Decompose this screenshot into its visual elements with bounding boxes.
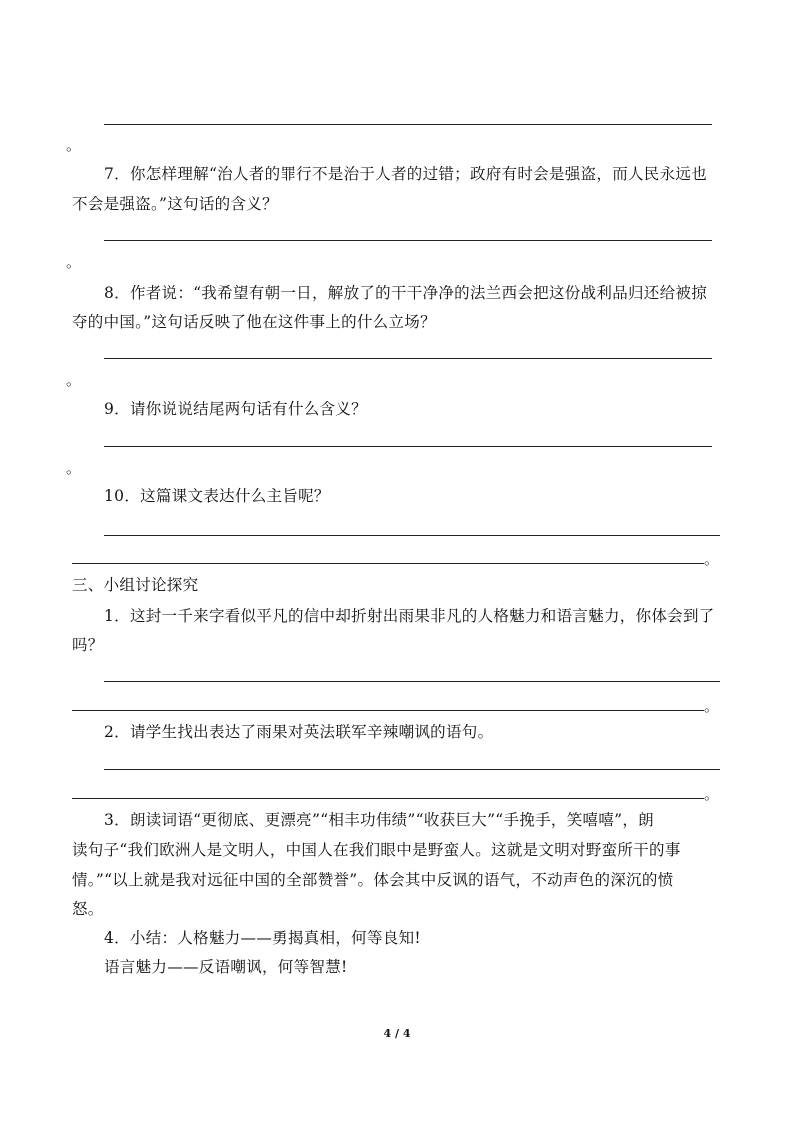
answer-line bbox=[72, 798, 704, 799]
discussion-4-continued: 语言魅力——反语嘲讽，何等智慧! bbox=[104, 958, 348, 976]
answer-end-mark: 。 bbox=[704, 697, 720, 715]
question-7-continued: 不会是强盗。”这句话的含义？ bbox=[72, 195, 278, 213]
answer-line bbox=[104, 124, 712, 125]
discussion-4: 4．小结：人格魅力——勇揭真相，何等良知! bbox=[104, 929, 421, 947]
page-number: 4 / 4 bbox=[383, 1027, 411, 1040]
answer-end-mark: 。 bbox=[66, 253, 82, 271]
discussion-3-continued: 情。”“以上就是我对远征中国的全部赞誉”。体会其中反讽的语气，不动声色的深沉的愤 bbox=[72, 871, 674, 889]
question-8-continued: 夺的中国。”这句话反映了他在这件事上的什么立场？ bbox=[72, 313, 436, 331]
answer-line bbox=[104, 535, 720, 536]
answer-line bbox=[72, 563, 704, 564]
discussion-2: 2．请学生找出表达了雨果对英法联军辛辣嘲讽的语句。 bbox=[104, 723, 494, 741]
discussion-3-continued: 读句子“我们欧洲人是文明人，中国人在我们眼中是野蛮人。这就是文明对野蛮所干的事 bbox=[72, 841, 681, 859]
answer-end-mark: 。 bbox=[66, 459, 82, 477]
answer-end-mark: 。 bbox=[66, 136, 82, 154]
discussion-1-continued: 吗？ bbox=[72, 636, 104, 654]
answer-end-mark: 。 bbox=[704, 785, 720, 803]
answer-line bbox=[104, 240, 712, 241]
question-10: 10．这篇课文表达什么主旨呢？ bbox=[104, 487, 330, 505]
section-heading: 三、小组讨论探究 bbox=[72, 576, 199, 594]
answer-line bbox=[104, 358, 712, 359]
discussion-1: 1．这封一千来字看似平凡的信中却折射出雨果非凡的人格魅力和语言魅力，你体会到了 bbox=[104, 607, 715, 625]
answer-end-mark: 。 bbox=[66, 371, 82, 389]
answer-line bbox=[104, 681, 720, 682]
answer-line bbox=[104, 446, 712, 447]
answer-line bbox=[104, 769, 720, 770]
question-7: 7．你怎样理解“治人者的罪行不是治于人者的过错；政府有时会是强盗，而人民永远也 bbox=[104, 165, 707, 183]
answer-line bbox=[72, 710, 704, 711]
question-9: 9．请你说说结尾两句话有什么含义？ bbox=[104, 400, 367, 418]
answer-end-mark: 。 bbox=[704, 550, 720, 568]
discussion-3-continued: 怒。 bbox=[72, 900, 104, 918]
question-8: 8．作者说：“我希望有朝一日，解放了的干干净净的法兰西会把这份战利品归还给被掠 bbox=[104, 284, 707, 302]
discussion-3: 3．朗读词语“更彻底、更漂亮”“相丰功伟绩”“收获巨大”“手挽手，笑嘻嘻”，朗 bbox=[104, 811, 654, 829]
